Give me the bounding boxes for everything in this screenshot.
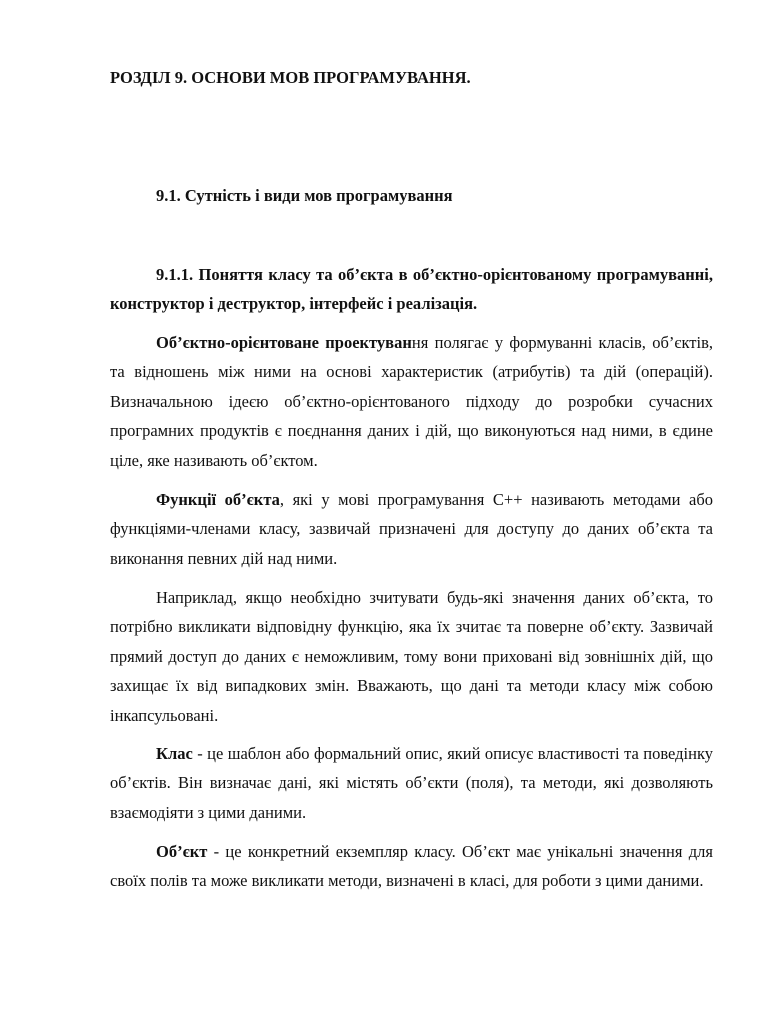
subsection-title: 9.1.1. Поняття класу та об’єкта в об’єктно-орієнтованому програмуванні, конструктор і деструктор, інтерфейс і реалізація. — [110, 265, 713, 314]
paragraph-class — [110, 739, 713, 827]
paragraph-object-text: - це конкретний екземпляр класу. Об’єкт має унікальні значення для своїх полів та може викликати методи, визначені в класі, для роботи з цими даними. — [110, 842, 713, 891]
term-object: Об’єкт — [156, 842, 208, 861]
paragraph-ood-text: ня полягає у формуванні класів, об’єктів, та відношень між ними на основі характеристик (атрибутів) та дій (операцій). Визначальною ідеєю об’єктно-орієнтованого підходу до розробки сучасних програмних продуктів є поєднання даних і дій, що виконуються над ними, в єдине ціле, яке називають об’єктом. — [110, 333, 713, 470]
term-class: Клас — [156, 744, 193, 763]
term-functions: Функції об’єкта — [156, 490, 280, 509]
section-title: 9.1. Сутність і види мов програмування — [156, 186, 453, 205]
chapter-title: РОЗДІЛ 9. ОСНОВИ МОВ ПРОГРАМУВАННЯ. — [110, 68, 471, 87]
paragraph-object — [110, 837, 713, 896]
paragraph-example: Наприклад, якщо необхідно зчитувати будь-які значення даних об’єкта, то потрібно викликати відповідну функцію, яка їх зчитає та поверне об’єкту. Зазвичай прямий доступ до даних є неможливим, тому вони приховані від зовнішніх дій, що захищає їх від випадкових змін. Вважають, що дані та методи класу між собою інкапсульовані. — [110, 588, 713, 725]
paragraph-class-text: - це шаблон або формальний опис, який описує властивості та поведінку об’єктів. Він визначає дані, які містять об’єкти (поля), та методи, які дозволяють взаємодіяти з цими даними. — [110, 744, 713, 822]
term-ood: Об’єктно-орієнтоване проектуван — [156, 333, 412, 352]
paragraph-functions — [110, 485, 713, 573]
paragraph-functions-text: , які у мові програмування С++ називають методами або функціями-членами класу, зазвичай призначені для доступу до даних об’єкта та виконання певних дій над ними. — [110, 490, 713, 568]
paragraph-ood — [110, 328, 713, 475]
